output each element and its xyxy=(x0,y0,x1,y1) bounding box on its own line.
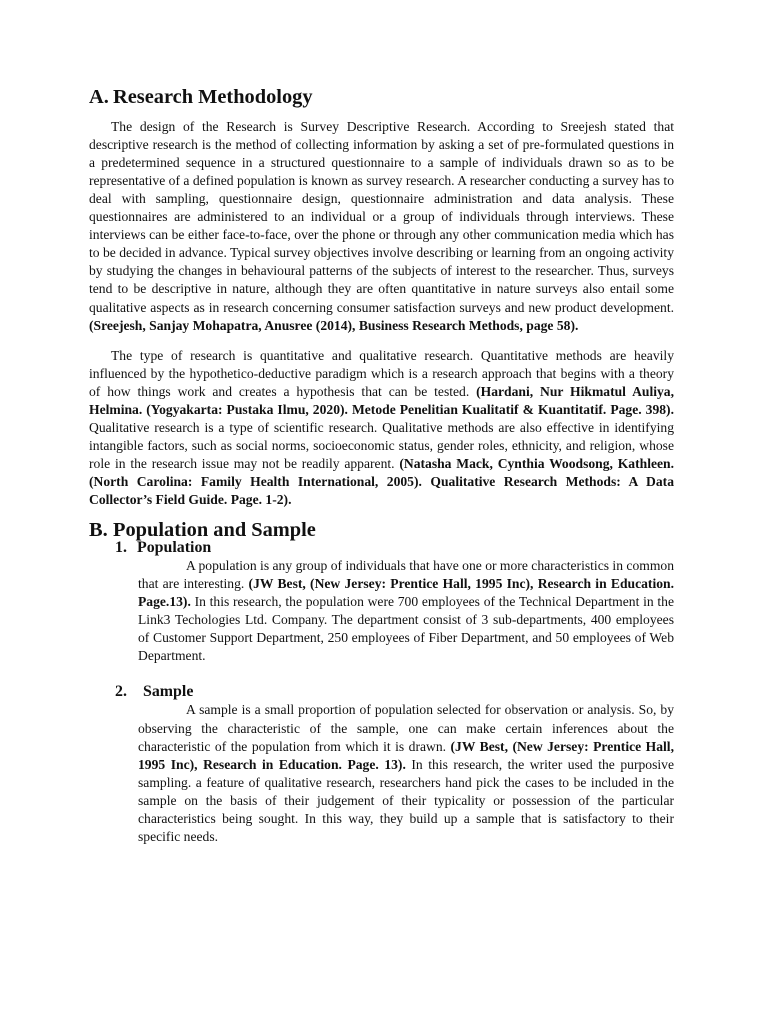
section-a-label: A. xyxy=(89,86,109,108)
paragraph-text: The type of research is quantitative and qualitative research. Quantitative methods are heavily influenced by the hypothetico-deductive paradigm which is a research approach that begins with a theory of how things work and creates a hypothesis that can be tested. xyxy=(89,347,674,399)
citation: (Natasha Mack, Cynthia Woodsong, Kathleen. (North Carolina: Family Health International, 2005). Qualitative Research Methods: A Data Collector’s Field Guide. Page. 1-2). xyxy=(89,455,674,507)
section-b-heading xyxy=(89,519,674,542)
sample-number: 2. xyxy=(115,683,127,701)
sample-heading xyxy=(89,683,674,701)
research-design-paragraph xyxy=(89,118,674,335)
paragraph-text: The design of the Research is Survey Descriptive Research. According to Sreejesh stated that descriptive research is the method of collecting information by asking a set of pre-formulated questions in a predetermined sequence in a structured questionnaire to a sample of individuals drawn so as to be representative of a defined population is known as survey research. A researcher conducting a survey has to deal with sampling, questionnaire design, questionnaire administration and data analysis. These questionnaires are administered to an individual or a group of individuals through interviews. These interviews can be either face-to-face, over the phone or through any other communication media which has to be decided in advance. Typical survey objectives involve describing or learning from an ongoing activity by studying the changes in behavioural patterns of the subjects of interest to the researcher. Thus, surveys tend to be descriptive in nature, although they are often quantitative in nature surveys also entail some qualitative aspects as in research concerning consumer satisfaction surveys and new product development. xyxy=(89,119,674,315)
section-a-title: Research Methodology xyxy=(113,86,313,108)
section-b-title: Population and Sample xyxy=(113,519,316,542)
population-number: 1. xyxy=(115,539,127,557)
research-type-paragraph xyxy=(89,347,674,509)
sample-paragraph xyxy=(138,701,674,845)
citation: (Hardani, Nur Hikmatul Auliya, Helmina. (Yogyakarta: Pustaka Ilmu, 2020). Metode Penelitian Kualitatif & Kuantitatif. Page. 398). xyxy=(89,383,675,417)
paragraph-text: A sample is a small proportion of population selected for observation or analysis. So, by observing the characteristic of the sample, one can make certain inferences about the characteristic of the population from which it is drawn. xyxy=(138,702,674,754)
paragraph-text: In this research, the population were 700 employees of the Technical Department in the Link3 Techologies Ltd. Company. The department consist of 3 sub-departments, 400 employees of Customer Support Department, 250 employees of Fiber Department, and 50 employees of Web Department. xyxy=(138,594,674,664)
population-paragraph xyxy=(138,557,674,665)
paragraph-text: A population is any group of individuals that have one or more characteristics in common that are interesting. xyxy=(138,558,674,592)
citation: (JW Best, (New Jersey: Prentice Hall, 1995 Inc), Research in Education. Page.13). xyxy=(138,576,674,610)
sample-title: Sample xyxy=(143,683,194,701)
section-a-heading xyxy=(89,88,674,106)
population-heading xyxy=(89,539,674,557)
citation: (Sreejesh, Sanjay Mohapatra, Anusree (2014), Business Research Methods, page 58). xyxy=(89,317,579,333)
citation: (JW Best, (New Jersey: Prentice Hall, 1995 Inc), Research in Education. Page. 13). xyxy=(138,738,674,772)
paragraph-text: In this research, the writer used the purposive sampling. a feature of qualitative research, researchers hand pick the cases to be included in the sample on the basis of their judgement of their typicality or possession of the particular characteristics being sought. In this way, they build up a sample that is satisfactory to their specific needs. xyxy=(138,756,674,844)
section-b-label: B. xyxy=(89,519,108,542)
paragraph-text: Qualitative research is a type of scientific research. Qualitative methods are also effective in identifying intangible factors, such as social norms, socioeconomic status, gender roles, ethnicity, and religion, whose role in the research issue may not be readily apparent. xyxy=(89,419,674,471)
population-title: Population xyxy=(137,539,212,557)
